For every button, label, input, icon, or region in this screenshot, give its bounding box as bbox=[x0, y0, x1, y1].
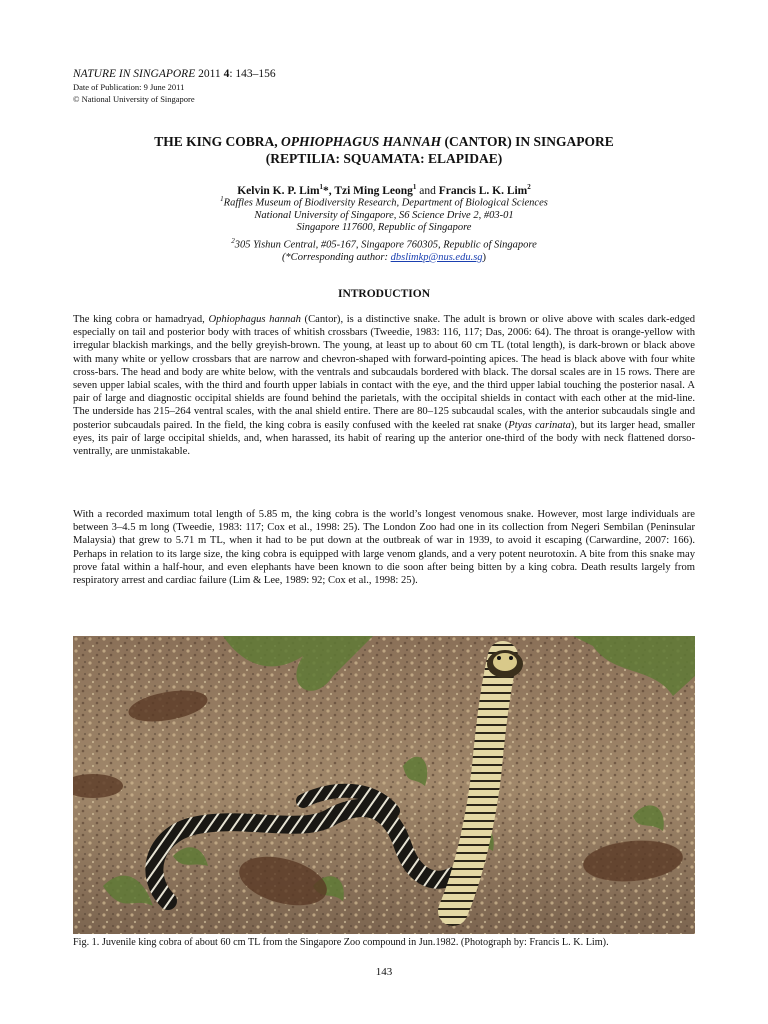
author-list: Kelvin K. P. Lim$^1$*, Tzi Ming Leong$^1$ and Francis L. K. Lim$^2$ bbox=[237, 183, 531, 197]
paragraph-1: The king cobra or hamadryad, Ophiophagus hannah (Cantor), is a distinctive snake. The adult is brown or olive above with scales dark-edged especially on tail and posterior body with traces of whitish crossbars (Tweedie, 1983: 116, 117; Das, 2006: 64). The throat is orange-yellow with irregular blackish markings, and the belly greyish-brown. The young, at least up to about 60 cm TL (total length), is dark-brown or black above with many white or yellow crossbars that are narrow and chevron-shaped with forward-pointing apices. The head is black above with four white cross-bars. The head and body are white below, with the ventrals and subcaudals bordered with black. The dorsal scales are in 15 rows. There are seven upper labial scales, with the third and fourth upper labials in contact with the eye, and the third upper labial touching the posterior nasal. A pair of large and diagnostic occipital shields are found behind the parietals, with the occipital shields in contact with each other at the mid-line. The underside has 215–264 ventral scales, with the anal shield entire. There are 80–125 subcaudal scales, with the anterior subcaudals single and posterior subcaudals paired. In the field, the king cobra is easily confused with the keeled rat snake (Ptyas carinata), but its larger head, smaller eyes, its pair of large occipital shields, and, when harassed, its habit of rearing up the anterior one-third of the body with neck flattened dorso-ventrally, are unmistakable. bbox=[73, 314, 696, 458]
author-1: Kelvin K. P. Lim bbox=[237, 184, 320, 197]
figure-photo bbox=[73, 636, 695, 934]
copyright: © National University of Singapore bbox=[73, 94, 195, 104]
email-link[interactable]: dbslimkp@nus.edu.sg bbox=[390, 251, 483, 263]
publication-date: Date of Publication: 9 June 2011 bbox=[73, 82, 185, 92]
affiliations: $^1$Raffles Museum of Biodiversity Research, Department of Biological Sciences National University of Singapore, S6 Science Drive 2, #03-01 Singapore 117600, Republic of Singapore $^2$305 Yishun Central, #05-167, Singapore 760305, Republic of Singapore (*Corresponding author: dbslimkp@nus.edu.sg) bbox=[220, 195, 548, 263]
journal-year: 2011 bbox=[195, 68, 224, 80]
title-line2: (REPTILIA: SQUAMATA: ELAPIDAE) bbox=[265, 151, 503, 166]
journal-citation bbox=[73, 68, 276, 81]
journal-volume: 4 bbox=[223, 68, 230, 80]
title-species: OPHIOPHAGUS HANNAH bbox=[280, 134, 442, 149]
author-2: Tzi Ming Leong bbox=[334, 184, 413, 197]
page-number: 143 bbox=[375, 966, 393, 978]
figure-caption: Fig. 1. Juvenile king cobra of about 60 cm TL from the Singapore Zoo compound in Jun.1982. (Photograph by: Francis L. K. Lim). bbox=[73, 937, 609, 948]
paper-title: THE KING COBRA, OPHIOPHAGUS HANNAH (CANTOR) IN SINGAPORE (REPTILIA: SQUAMATA: ELAPIDAE) bbox=[0, 133, 768, 167]
king-cobra-photo bbox=[73, 636, 695, 934]
section-heading: INTRODUCTION bbox=[337, 288, 430, 300]
paragraph-2: With a recorded maximum total length of 5.85 m, the king cobra is the world’s longest venomous snake. However, most large individuals are between 3–4.5 m long (Tweedie, 1983: 117; Cox et al., 1998: 25). The London Zoo had one in its collection from Negeri Sembilan (Peninsular Malaysia) that grew to 5.71 m TL, when it had to be put down at the outbreak of war in 1939, to avoid it escaping (Carwardine, 2007: 166). Perhaps in relation to its large size, the king cobra is equipped with large venom glands, and a very potent neurotoxin. A bite from this snake may prove fatal within a half-hour, and even elephants have been known to die soon after being bitten by a king cobra. Death results largely from respiratory arrest and cardiac failure (Lim & Lee, 1989: 92; Cox et al., 1998: 25). bbox=[73, 509, 695, 587]
journal-name: NATURE IN SINGAPORE bbox=[73, 68, 196, 80]
author-3: Francis L. K. Lim bbox=[438, 184, 528, 197]
journal-pages: : 143–156 bbox=[229, 68, 276, 80]
